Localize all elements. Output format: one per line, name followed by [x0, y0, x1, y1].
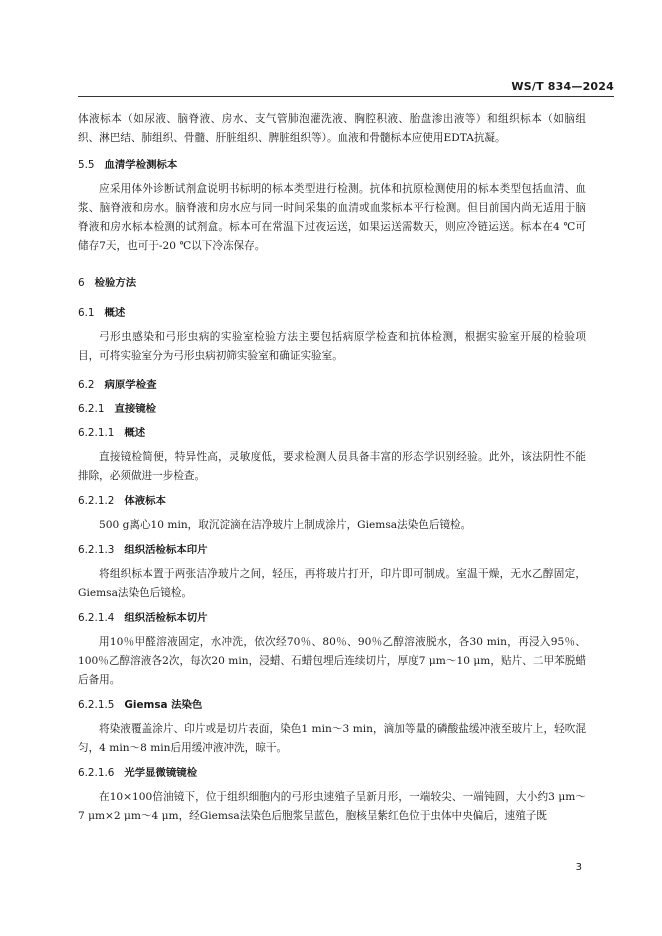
- paragraph: 应采用体外诊断试剂盒说明书标明的标本类型进行检测。抗体和抗原检测使用的标本类型包括血清、血浆、脑脊液和房水。脑脊液和房水应与同一时间采集的血清或血浆标本平行检测。但目前国内尚无适用于脑脊液和房水标本检测的试剂盒。标本可在常温下过夜运送，如果运送需数天，则应冷链运送。标本在4 ℃可储存7天，也可于-20 ℃以下冷冻保存。: [78, 183, 586, 252]
- section-title: 检验方法: [94, 277, 137, 289]
- section-number: 6.2.1.6: [78, 767, 115, 779]
- section-heading: [78, 304, 586, 322]
- paragraph: 500 g离心10 min，取沉淀滴在洁净玻片上制成涂片，Giemsa法染色后镜检。: [99, 519, 472, 531]
- section-heading: [78, 764, 586, 782]
- header-rule: [78, 96, 614, 97]
- section-number: 6.2.1: [78, 403, 105, 415]
- paragraph: 将染液覆盖涂片、印片或是切片表面，染色1 min～3 min，滴加等量的磷酸盐缓冲液至玻片上，轻吹混匀，4 min～8 min后用缓冲液冲洗，晾干。: [78, 723, 586, 754]
- section-number: 6.2.1.2: [78, 495, 115, 507]
- section-title: 组织活检标本切片: [124, 612, 208, 624]
- section-title: 组织活检标本印片: [124, 544, 208, 556]
- section-number: 5.5: [78, 159, 95, 171]
- section-heading: [78, 609, 586, 627]
- document-code: WS/T 834—2024: [511, 80, 614, 93]
- section-heading: [78, 156, 586, 174]
- section-title: 体液标本: [124, 495, 166, 507]
- paragraph: 在10×100倍油镜下，位于组织细胞内的弓形虫速殖子呈新月形，一端较尖、一端钝圆，大小约3 μm～7 μm×2 μm～4 μm，经Giemsa法染色后胞浆呈蓝色，胞核呈紫红色位于虫体中央偏后，速殖子既: [78, 791, 586, 822]
- section-number: 6.2.1.4: [78, 612, 115, 624]
- paragraph: 体液标本（如尿液、脑脊液、房水、支气管肺泡灌洗液、胸腔积液、胎盘渗出液等）和组织标本（如脑组织、淋巴结、肺组织、骨髓、肝脏组织、脾脏组织等）。血液和骨髓标本应使用EDTA抗凝。: [78, 113, 586, 144]
- section-heading: [78, 376, 586, 394]
- paragraph: 直接镜检简便，特异性高，灵敏度低，要求检测人员具备丰富的形态学识别经验。此外，该法阴性不能排除，必须做进一步检查。: [78, 451, 586, 482]
- section-number: 6.2.1.5: [78, 699, 115, 711]
- section-title: 血清学检测标本: [104, 159, 178, 171]
- section-number: 6.2.1.3: [78, 544, 115, 556]
- section-number: 6.2.1.1: [78, 427, 115, 439]
- paragraph: 将组织标本置于两张洁净玻片之间，轻压，再将玻片打开，印片即可制成。室温干燥，无水乙醇固定，Giemsa法染色后镜检。: [78, 568, 586, 599]
- section-number: 6: [78, 277, 85, 289]
- section-title: 概述: [124, 427, 146, 439]
- section-number: 6.1: [78, 307, 95, 319]
- section-title: 光学显微镜镜检: [124, 767, 198, 779]
- section-title: 直接镜检: [114, 403, 157, 415]
- section-heading: [78, 274, 586, 292]
- page-number: 3: [575, 862, 582, 873]
- section-number: 6.2: [78, 379, 95, 391]
- section-heading: [78, 400, 586, 418]
- section-heading: [78, 424, 586, 442]
- paragraph: 用10％甲醛溶液固定，水冲洗，依次经70％、80％、90％乙醇溶液脱水，各30 min，再浸入95％、100％乙醇溶液各2次，每次20 min，浸蜡、石蜡包埋后连续切片，厚度7 μm～10 μm，贴片、二甲苯脱蜡后备用。: [78, 636, 586, 686]
- section-title: Giemsa 法染色: [124, 699, 203, 711]
- section-title: 概述: [104, 307, 126, 319]
- section-heading: [78, 696, 586, 714]
- section-heading: [78, 541, 586, 559]
- document-body: [78, 110, 586, 826]
- section-heading: [78, 492, 586, 510]
- paragraph: 弓形虫感染和弓形虫病的实验室检验方法主要包括病原学检查和抗体检测，根据实验室开展的检验项目，可将实验室分为弓形虫病初筛实验室和确证实验室。: [78, 331, 586, 362]
- section-title: 病原学检查: [104, 379, 157, 391]
